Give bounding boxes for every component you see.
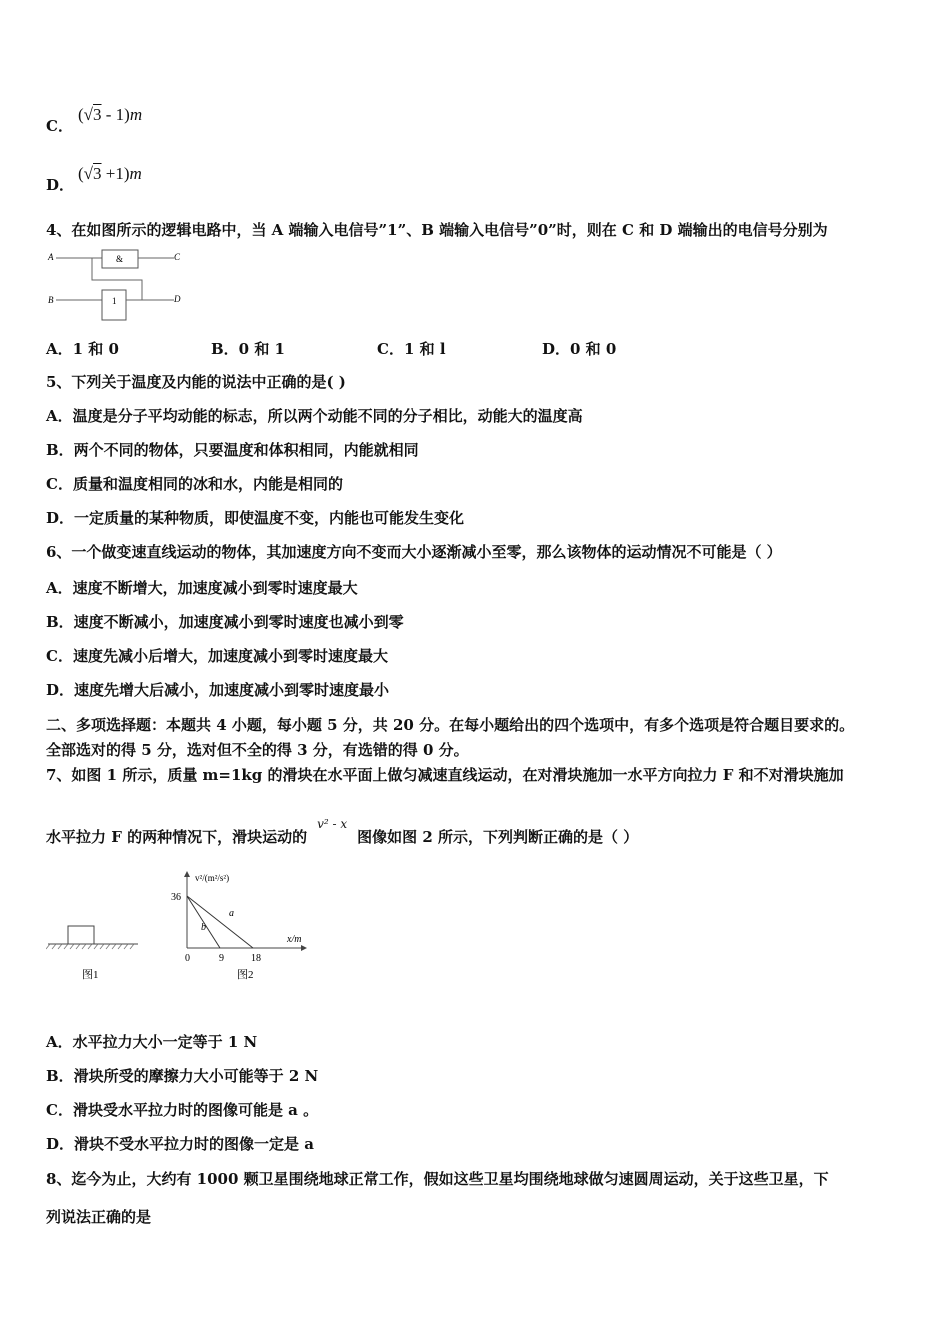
y-tick-36: 36 [171,892,181,903]
logic-circuit-diagram [46,248,196,328]
y-axis-label: v²/(m²/s²) [195,873,230,883]
q3-option-c-label: C． [46,117,73,135]
x-tick-18: 18 [251,953,261,964]
q4-stem: 4、在如图所示的逻辑电路中，当 A 端输入电信号”1”、B 端输入电信号”0”时，则在 C 和 D 端输出的电信号分别为 [46,221,828,239]
section2-heading-line1: 二、多项选择题：本题共 4 小题，每小题 5 分，共 20 分。在每小题给出的四个选项中，有多个选项是符合题目要求的。 [46,716,855,734]
q5-option-b: B．两个不同的物体，只要温度和体积相同，内能就相同 [46,441,419,459]
x-axis-label: x/m [287,934,302,945]
q5-option-c: C．质量和温度相同的冰和水，内能是相同的 [46,475,343,493]
figure-1-block-on-surface [46,918,146,988]
section2-heading-line2: 全部选对的得 5 分，选对但不全的得 3 分，有选错的得 0 分。 [46,741,469,759]
circuit-label-b: B [48,295,54,305]
q7-stem-line2-part1: 水平拉力 F 的两种情况下，滑块运动的 [46,828,308,846]
q7-option-c: C．滑块受水平拉力时的图像可能是 a 。 [46,1101,319,1119]
q5-option-d: D．一定质量的某种物质，即使温度不变，内能也可能发生变化 [46,509,465,527]
slider-block [68,926,94,944]
series-b-label: b [201,922,206,933]
q8-stem-line1: 8、迄今为止，大约有 1000 颗卫星围绕地球正常工作，假如这些卫星均围绕地球做匀速圆周运动，关于这些卫星，下 [46,1170,829,1188]
q3-option-c-expression: (√3 - 1)m [78,105,143,124]
q6-stem: 6、一个做变速直线运动的物体，其加速度方向不变而大小逐渐减小至零，那么该物体的运动情况不可能是（ ） [46,543,782,561]
q7-option-b: B．滑块所受的摩擦力大小可能等于 2 N [46,1067,319,1085]
q7-option-a: A．水平拉力大小一定等于 1 N [46,1033,258,1051]
q6-option-d: D．速度先增大后减小，加速度减小到零时速度最小 [46,681,390,699]
figure-1-caption: 图1 [82,969,99,981]
q3-option-d-expression: (√3 +1)m [78,164,142,183]
q4-option-b: B．0 和 1 [211,340,285,358]
not-gate-symbol: 1 [112,296,117,306]
circuit-label-c: C [174,252,181,262]
q7-option-d: D．滑块不受水平拉力时的图像一定是 a [46,1135,314,1153]
q4-option-a: A．1 和 0 [46,340,119,358]
figure-2-graph [165,868,315,988]
q3-option-d-label: D． [46,176,75,194]
q6-option-b: B．速度不断减小，加速度减小到零时速度也减小到零 [46,613,404,631]
q7-stem-formula: v² - x [317,817,348,831]
q5-stem: 5、下列关于温度及内能的说法中正确的是( ) [46,373,346,391]
circuit-label-a: A [48,252,54,262]
q4-option-d: D．0 和 0 [542,340,617,358]
q6-option-a: A．速度不断增大，加速度减小到零时速度最大 [46,579,358,597]
series-a-line [187,896,253,948]
q7-stem-line2-part2: 图像如图 2 所示，下列判断正确的是（ ） [357,828,639,846]
q4-option-c: C．1 和 l [377,340,446,358]
q7-stem-line1: 7、如图 1 所示，质量 m=1kg 的滑块在水平面上做匀减速直线运动，在对滑块施加一水平方向拉力 F 和不对滑块施加 [46,766,844,784]
q6-option-c: C．速度先减小后增大，加速度减小到零时速度最大 [46,647,388,665]
and-gate-symbol: & [116,254,124,264]
q8-stem-line2: 列说法正确的是 [46,1208,152,1226]
series-a-label: a [229,908,234,919]
x-tick-9: 9 [219,953,224,964]
q7-stem-line2 [46,817,639,848]
q5-option-a: A．温度是分子平均动能的标志，所以两个动能不同的分子相比，动能大的温度高 [46,407,583,425]
q4-options [0,338,950,358]
x-tick-0: 0 [185,953,190,964]
figure-2-caption: 图2 [237,969,254,981]
circuit-label-d: D [174,294,181,304]
